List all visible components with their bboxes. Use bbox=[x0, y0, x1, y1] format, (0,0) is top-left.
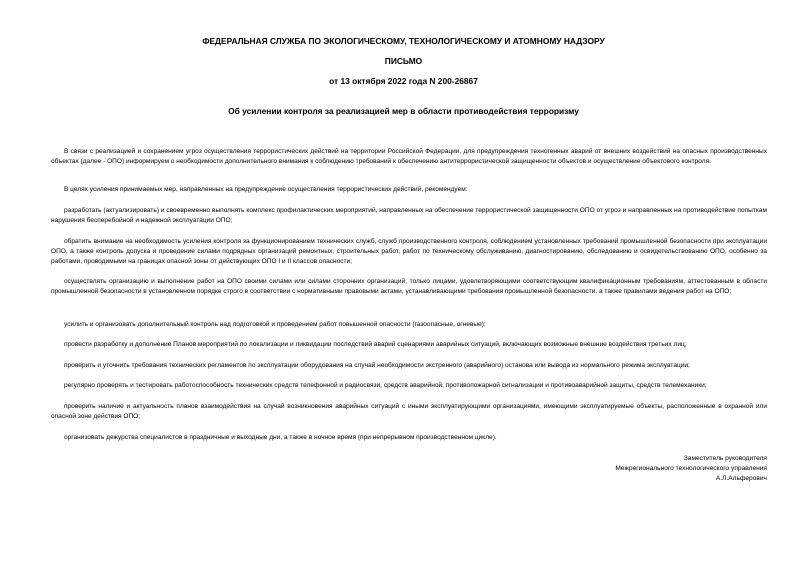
document-type: ПИСЬМО bbox=[384, 56, 423, 66]
list-item: разработать (актуализировать) и своевременно выполнять комплекс профилактических мероприятий, направленных на обеспечение террористической защищенности ОПО от угроз и направленных на противодействие попыткам нарушения бесперебойной и надежной эксплуатации ОПО; bbox=[51, 207, 767, 224]
document-subject: Об усилении контроля за реализацией мер в области противодействия терроризму bbox=[228, 106, 579, 116]
list-item: провести разработку и дополнение Планов мероприятий по локализации и ликвидации последствий аварий сценариями аварийных ситуаций, включающих возможные внешние воздействия третьих лиц; bbox=[64, 341, 687, 348]
signatory-name: А.Л.Альферович bbox=[715, 475, 767, 483]
list-item: организовать дежурства специалистов в праздничные и выходные дни, а также в ночное время (при непрерывном производственном цикле). bbox=[64, 434, 497, 441]
list-item: проверить наличие и актуальность планов взаимодействия на случай возникновения аварийных ситуаций с иными эксплуатирующими организациями, имеющими эксплуатируемые объекты, расположенные в охранной или опасной зоне действия ОПО; bbox=[51, 403, 767, 420]
agency-heading: ФЕДЕРАЛЬНАЯ СЛУЖБА ПО ЭКОЛОГИЧЕСКОМУ, ТЕХНОЛОГИЧЕСКОМУ И АТОМНОМУ НАДЗОРУ bbox=[202, 36, 605, 46]
list-item: проверить и уточнить требования технических регламентов по эксплуатации оборудования на случай необходимости экстренного (аварийного) останова или вывода из нормального режима эксплуатации; bbox=[64, 362, 690, 369]
list-item: регулярно проверять и тестировать работоспособность технических средств телефонной и радиосвязи, средств аварийной, противопожарной сигнализации и противоаварийной защиты, средств телемеханики; bbox=[64, 382, 707, 389]
list-item: обратить внимание на необходимость усиления контроля за функционированием технических служб, служб производственного контроля, соблюдением установленных требований промышленной безопасности при эксплуатации ОПО, а также контроль допуска и проведение силами подрядных организаций ремонтных, строительных работ, работ по техническому обслуживанию, диагностированию, обследованию и освидетельствованию ОПО, особенно за работами, проводимыми на границах опасной зоны от действующих ОПО I и II классов опасности; bbox=[51, 238, 767, 265]
signature-block bbox=[507, 454, 767, 485]
intro-paragraph: В связи с реализацией и сохранением угроз осуществления террористических действий на территории Российской Федерации, для предупреждения техногенных аварий от внешних воздействий на опасных производственных объектах (далее - ОПО) информируем о необходимости дополнительного внимания к соблюдению требований к обеспечению антитеррористической защищенности объектов и осуществление объектового контроля. bbox=[51, 148, 767, 165]
document-date-number: от 13 октября 2022 года N 200-26867 bbox=[329, 76, 478, 86]
list-item: усилить и организовать дополнительный контроль над подготовкой и проведением работ повышенной опасности (газоопасные, огневые); bbox=[64, 321, 486, 328]
list-item: осуществлять организацию и выполнение работ на ОПО своими силами или силами сторонних организаций, только лицами, удовлетворяющими соответствующим квалификационным требованиям, аттестованным в области промышленной безопасности в установленном порядке строго в соответствии с нормативными правовыми актами, устанавливающими требования промышленной безопасности, а также правилами ведения работ на ОПО; bbox=[51, 278, 767, 295]
signatory-department: Межрегионального технологического управления bbox=[615, 465, 767, 473]
signatory-position: Заместитель руководителя bbox=[683, 455, 767, 462]
lead-paragraph: В целях усиления принимаемых мер, направленных на предупреждение осуществления террористических действий, рекомендуем: bbox=[64, 186, 468, 193]
